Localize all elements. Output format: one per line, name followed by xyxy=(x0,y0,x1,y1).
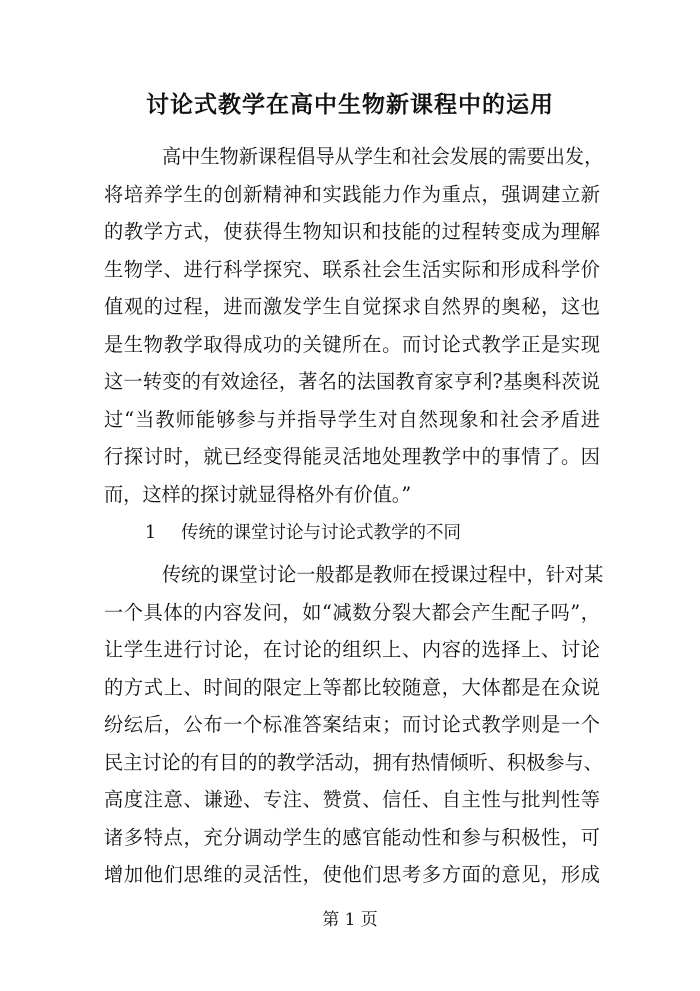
paragraph-comparison xyxy=(104,556,604,894)
paragraph-intro xyxy=(104,138,604,513)
section-number: 1 xyxy=(145,523,157,543)
paragraph-line: 民主讨论的有目的的教学活动，拥有热情倾听、积极参与、 xyxy=(104,750,603,774)
paragraph-line: 诸多特点，充分调动学生的感官能动性和参与积极性，可 xyxy=(104,825,600,849)
paragraph-line: 纷纭后，公布一个标准答案结束；而讨论式教学则是一个 xyxy=(104,713,600,736)
section-heading-text: 传统的课堂讨论与讨论式教学的不同 xyxy=(181,523,461,543)
paragraph-line: 传统的课堂讨论一般都是教师在授课过程中，针对某 xyxy=(162,563,604,586)
paragraph-line: 让学生进行讨论，在讨论的组织上、内容的选择上、讨论 xyxy=(104,638,600,661)
document-title: 讨论式教学在高中生物新课程中的运用 xyxy=(146,92,554,118)
paragraph-line: 将培养学生的创新精神和实践能力作为重点，强调建立新 xyxy=(104,182,600,206)
paragraph-line: 是生物教学取得成功的关键所在。而讨论式教学正是实现 xyxy=(104,332,600,356)
paragraph-line: 值观的过程，进而激发学生自觉探求自然界的奥秘，这也 xyxy=(104,295,600,318)
page-number: 第 1 页 xyxy=(322,910,378,930)
section-heading xyxy=(145,520,461,546)
paragraph-line: 一个具体的内容发问，如“减数分裂大都会产生配子吗”， xyxy=(104,600,600,624)
paragraph-line: 高度注意、谦逊、专注、赞赏、信任、自主性与批判性等 xyxy=(104,788,600,811)
paragraph-line: 高中生物新课程倡导从学生和社会发展的需要出发， xyxy=(162,145,604,168)
paragraph-line: 这一转变的有效途径，著名的法国教育家亨利?基奥科茨说 xyxy=(104,370,600,393)
paragraph-line: 的教学方式，使获得生物知识和技能的过程转变成为理解 xyxy=(104,220,600,243)
paragraph-line: 行探讨时，就已经变得能灵活地处理教学中的事情了。因 xyxy=(104,445,600,468)
paragraph-line: 过“当教师能够参与并指导学生对自然现象和社会矛盾进 xyxy=(104,407,600,431)
paragraph-line: 生物学、进行科学探究、联系社会生活实际和形成科学价 xyxy=(104,257,600,281)
paragraph-line: 增加他们思维的灵活性，使他们思考多方面的意见，形成 xyxy=(104,863,600,886)
paragraph-line: 而，这样的探讨就显得格外有价值。” xyxy=(104,482,412,506)
paragraph-line: 的方式上、时间的限定上等都比较随意，大体都是在众说 xyxy=(104,675,600,699)
